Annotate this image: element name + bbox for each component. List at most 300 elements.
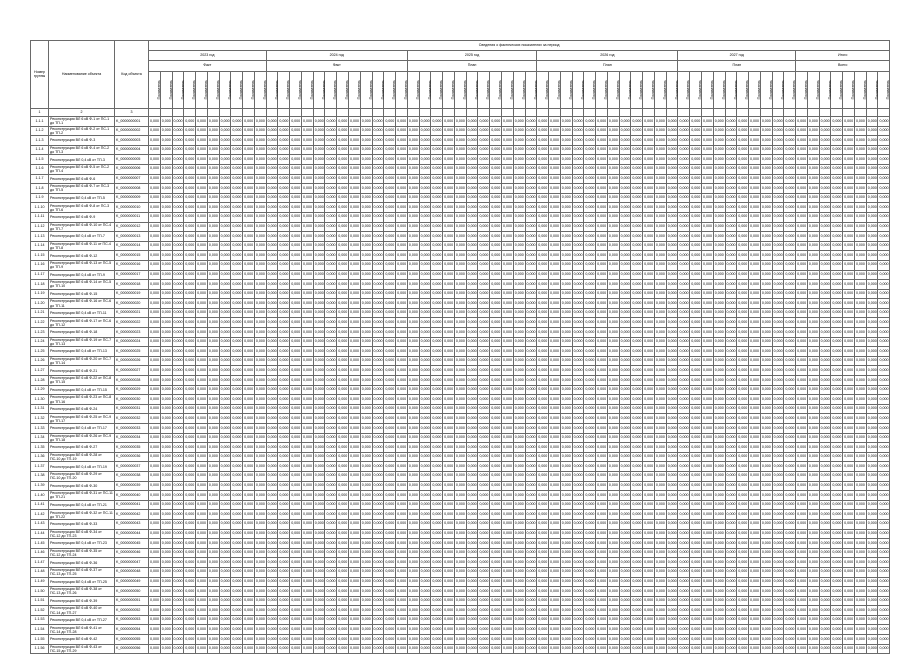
value-cell: 0,000 — [784, 529, 796, 539]
value-cell: 0,000 — [819, 203, 831, 213]
value-cell: 0,000 — [325, 615, 337, 625]
value-cell: 0,000 — [513, 596, 525, 606]
value-cell: 0,000 — [784, 625, 796, 635]
value-cell: 0,000 — [878, 644, 890, 654]
value-cell: 0,000 — [760, 510, 772, 520]
value-cell: 0,000 — [325, 558, 337, 568]
value-cell: 0,000 — [501, 203, 513, 213]
value-cell: 0,000 — [831, 117, 843, 127]
value-cell: 0,000 — [819, 644, 831, 654]
value-cell: 0,000 — [537, 232, 549, 242]
value-cell: 0,000 — [490, 318, 502, 328]
value-cell: 0,000 — [478, 203, 490, 213]
value-cell: 0,000 — [372, 299, 384, 309]
row-number: 1.1.39 — [31, 481, 49, 491]
value-cell: 0,000 — [172, 184, 184, 194]
row-number: 1.1.38 — [31, 471, 49, 481]
value-cell: 0,000 — [878, 337, 890, 347]
value-cell: 0,000 — [172, 548, 184, 558]
value-cell: 0,000 — [219, 491, 231, 501]
value-cell: 0,000 — [243, 539, 255, 549]
value-cell: 0,000 — [678, 356, 690, 366]
value-cell: 0,000 — [725, 529, 737, 539]
value-cell: 0,000 — [501, 539, 513, 549]
value-cell: 0,000 — [666, 433, 678, 443]
value-cell: 0,000 — [537, 356, 549, 366]
value-cell: 0,000 — [631, 155, 643, 165]
value-cell: 0,000 — [231, 174, 243, 184]
value-cell: 0,000 — [396, 481, 408, 491]
value-cell: 0,000 — [643, 356, 655, 366]
value-cell: 0,000 — [819, 500, 831, 510]
value-cell: 0,000 — [266, 606, 278, 616]
value-cell: 0,000 — [219, 404, 231, 414]
value-cell: 0,000 — [337, 433, 349, 443]
value-cell: 0,000 — [854, 519, 866, 529]
value-cell: 0,000 — [337, 126, 349, 136]
value-cell: 0,000 — [607, 164, 619, 174]
value-cell: 0,000 — [713, 385, 725, 395]
value-cell: 0,000 — [560, 481, 572, 491]
value-cell: 0,000 — [760, 260, 772, 270]
value-cell: 0,000 — [207, 462, 219, 472]
value-cell: 0,000 — [878, 347, 890, 357]
value-cell: 0,000 — [372, 529, 384, 539]
value-cell: 0,000 — [219, 567, 231, 577]
column-header-label: Показатель — [239, 80, 244, 100]
value-cell: 0,000 — [525, 615, 537, 625]
value-cell: 0,000 — [219, 299, 231, 309]
value-cell: 0,000 — [254, 126, 266, 136]
value-cell: 0,000 — [596, 548, 608, 558]
value-cell: 0,000 — [713, 117, 725, 127]
value-cell: 0,000 — [196, 644, 208, 654]
value-cell: 0,000 — [560, 424, 572, 434]
value-cell: 0,000 — [490, 136, 502, 146]
value-cell: 0,000 — [749, 424, 761, 434]
value-cell: 0,000 — [749, 318, 761, 328]
value-cell: 0,000 — [431, 260, 443, 270]
column-header — [537, 72, 549, 109]
value-cell: 0,000 — [360, 615, 372, 625]
value-cell: 0,000 — [490, 203, 502, 213]
table-row — [31, 491, 890, 501]
value-cell: 0,000 — [325, 280, 337, 290]
value-cell: 0,000 — [866, 328, 878, 338]
value-cell: 0,000 — [384, 155, 396, 165]
value-cell: 0,000 — [407, 519, 419, 529]
value-cell: 0,000 — [490, 606, 502, 616]
value-cell: 0,000 — [831, 347, 843, 357]
column-number — [690, 109, 702, 117]
value-cell: 0,000 — [419, 174, 431, 184]
value-cell: 0,000 — [231, 625, 243, 635]
value-cell: 0,000 — [760, 337, 772, 347]
value-cell: 0,000 — [196, 299, 208, 309]
value-cell: 0,000 — [337, 241, 349, 251]
value-cell: 0,000 — [219, 136, 231, 146]
column-header — [862, 72, 879, 109]
value-cell: 0,000 — [219, 644, 231, 654]
value-cell: 0,000 — [819, 567, 831, 577]
value-cell: 0,000 — [384, 356, 396, 366]
value-cell: 0,000 — [219, 280, 231, 290]
row-number: 1.1.36 — [31, 452, 49, 462]
object-code: K_0000000005 — [115, 155, 149, 165]
value-cell: 0,000 — [619, 615, 631, 625]
value-cell: 0,000 — [843, 270, 855, 280]
value-cell: 0,000 — [372, 145, 384, 155]
value-cell: 0,000 — [525, 462, 537, 472]
value-cell: 0,000 — [407, 232, 419, 242]
value-cell: 0,000 — [843, 164, 855, 174]
value-cell: 0,000 — [443, 414, 455, 424]
value-cell: 0,000 — [866, 337, 878, 347]
value-cell: 0,000 — [525, 174, 537, 184]
column-number — [254, 109, 266, 117]
value-cell: 0,000 — [843, 289, 855, 299]
value-cell: 0,000 — [231, 280, 243, 290]
value-cell: 0,000 — [654, 510, 666, 520]
value-cell: 0,000 — [372, 587, 384, 597]
value-cell: 0,000 — [478, 308, 490, 318]
value-cell: 0,000 — [631, 424, 643, 434]
value-cell: 0,000 — [713, 376, 725, 386]
value-cell: 0,000 — [796, 606, 808, 616]
value-cell: 0,000 — [149, 212, 161, 222]
value-cell: 0,000 — [349, 366, 361, 376]
value-cell: 0,000 — [537, 337, 549, 347]
value-cell: 0,000 — [372, 347, 384, 357]
value-cell: 0,000 — [690, 481, 702, 491]
value-cell: 0,000 — [372, 395, 384, 405]
column-number — [819, 109, 831, 117]
table-row — [31, 462, 890, 472]
value-cell: 0,000 — [407, 404, 419, 414]
value-cell: 0,000 — [807, 136, 819, 146]
value-cell: 0,000 — [254, 328, 266, 338]
value-cell: 0,000 — [466, 635, 478, 645]
value-cell: 0,000 — [301, 471, 313, 481]
value-cell: 0,000 — [878, 567, 890, 577]
value-cell: 0,000 — [760, 241, 772, 251]
value-cell: 0,000 — [490, 558, 502, 568]
table-row — [31, 644, 890, 654]
value-cell: 0,000 — [501, 347, 513, 357]
column-number — [584, 109, 596, 117]
column-header-label: Показатель — [509, 80, 514, 100]
value-cell: 0,000 — [690, 443, 702, 453]
value-cell: 0,000 — [443, 117, 455, 127]
value-cell: 0,000 — [490, 212, 502, 222]
value-cell: 0,000 — [654, 615, 666, 625]
value-cell: 0,000 — [607, 443, 619, 453]
value-cell: 0,000 — [490, 548, 502, 558]
value-cell: 0,000 — [360, 299, 372, 309]
value-cell: 0,000 — [537, 491, 549, 501]
object-code: K_0000000050 — [115, 587, 149, 597]
value-cell: 0,000 — [596, 635, 608, 645]
value-cell: 0,000 — [796, 356, 808, 366]
value-cell: 0,000 — [254, 529, 266, 539]
value-cell: 0,000 — [431, 596, 443, 606]
value-cell: 0,000 — [749, 596, 761, 606]
value-cell: 0,000 — [419, 385, 431, 395]
value-cell: 0,000 — [172, 510, 184, 520]
value-cell: 0,000 — [313, 260, 325, 270]
object-code: K_0000000013 — [115, 232, 149, 242]
value-cell: 0,000 — [360, 625, 372, 635]
object-name: Реконструкция ВЛ 6 кВ Ф-12 — [49, 251, 115, 261]
value-cell: 0,000 — [396, 145, 408, 155]
value-cell: 0,000 — [172, 539, 184, 549]
value-cell: 0,000 — [196, 318, 208, 328]
value-cell: 0,000 — [572, 500, 584, 510]
value-cell: 0,000 — [396, 529, 408, 539]
value-cell: 0,000 — [443, 232, 455, 242]
value-cell: 0,000 — [254, 596, 266, 606]
row-number: 1.1.10 — [31, 203, 49, 213]
value-cell: 0,000 — [478, 452, 490, 462]
value-cell: 0,000 — [749, 366, 761, 376]
value-cell: 0,000 — [854, 529, 866, 539]
column-number — [337, 109, 349, 117]
value-cell: 0,000 — [231, 606, 243, 616]
value-cell: 0,000 — [466, 155, 478, 165]
value-cell: 0,000 — [290, 308, 302, 318]
object-code: K_0000000046 — [115, 548, 149, 558]
value-cell: 0,000 — [631, 289, 643, 299]
value-cell: 0,000 — [501, 462, 513, 472]
value-cell: 0,000 — [254, 577, 266, 587]
value-cell: 0,000 — [501, 222, 513, 232]
value-cell: 0,000 — [290, 615, 302, 625]
value-cell: 0,000 — [525, 212, 537, 222]
value-cell: 0,000 — [337, 318, 349, 328]
value-cell: 0,000 — [301, 145, 313, 155]
value-cell: 0,000 — [878, 376, 890, 386]
value-cell: 0,000 — [231, 404, 243, 414]
value-cell: 0,000 — [537, 443, 549, 453]
value-cell: 0,000 — [537, 404, 549, 414]
value-cell: 0,000 — [360, 222, 372, 232]
value-cell: 0,000 — [384, 500, 396, 510]
object-name: Реконструкция ВЛ 6 кВ Ф-4 от ПС-2 до ТП-3 — [49, 145, 115, 155]
value-cell: 0,000 — [407, 577, 419, 587]
row-number: 1.1.16 — [31, 260, 49, 270]
value-cell: 0,000 — [560, 587, 572, 597]
value-cell: 0,000 — [184, 193, 196, 203]
value-cell: 0,000 — [831, 510, 843, 520]
value-cell: 0,000 — [572, 280, 584, 290]
value-cell: 0,000 — [807, 347, 819, 357]
value-cell: 0,000 — [525, 232, 537, 242]
value-cell: 0,000 — [278, 625, 290, 635]
value-cell: 0,000 — [419, 193, 431, 203]
value-cell: 0,000 — [854, 548, 866, 558]
column-header-label: Показатель — [545, 80, 550, 100]
value-cell: 0,000 — [537, 347, 549, 357]
value-cell: 0,000 — [278, 376, 290, 386]
value-cell: 0,000 — [149, 385, 161, 395]
object-code: K_0000000030 — [115, 395, 149, 405]
value-cell: 0,000 — [160, 232, 172, 242]
value-cell: 0,000 — [290, 318, 302, 328]
value-cell: 0,000 — [690, 452, 702, 462]
value-cell: 0,000 — [254, 164, 266, 174]
value-cell: 0,000 — [360, 251, 372, 261]
value-cell: 0,000 — [843, 577, 855, 587]
value-cell: 0,000 — [349, 308, 361, 318]
value-cell: 0,000 — [525, 164, 537, 174]
value-cell: 0,000 — [525, 270, 537, 280]
value-cell: 0,000 — [149, 203, 161, 213]
value-cell: 0,000 — [207, 184, 219, 194]
value-cell: 0,000 — [643, 395, 655, 405]
value-cell: 0,000 — [254, 404, 266, 414]
value-cell: 0,000 — [349, 241, 361, 251]
value-cell: 0,000 — [607, 203, 619, 213]
value-cell: 0,000 — [631, 548, 643, 558]
value-cell: 0,000 — [631, 481, 643, 491]
value-cell: 0,000 — [760, 164, 772, 174]
value-cell: 0,000 — [349, 577, 361, 587]
value-cell: 0,000 — [196, 308, 208, 318]
value-cell: 0,000 — [643, 260, 655, 270]
value-cell: 0,000 — [784, 519, 796, 529]
value-cell: 0,000 — [349, 596, 361, 606]
value-cell: 0,000 — [619, 117, 631, 127]
value-cell: 0,000 — [454, 356, 466, 366]
value-cell: 0,000 — [407, 356, 419, 366]
value-cell: 0,000 — [643, 376, 655, 386]
value-cell: 0,000 — [537, 328, 549, 338]
value-cell: 0,000 — [372, 539, 384, 549]
value-cell: 0,000 — [431, 347, 443, 357]
value-cell: 0,000 — [419, 424, 431, 434]
value-cell: 0,000 — [549, 241, 561, 251]
value-cell: 0,000 — [772, 539, 784, 549]
value-cell: 0,000 — [866, 558, 878, 568]
value-cell: 0,000 — [290, 376, 302, 386]
value-cell: 0,000 — [572, 289, 584, 299]
value-cell: 0,000 — [796, 184, 808, 194]
value-cell: 0,000 — [266, 280, 278, 290]
value-cell: 0,000 — [796, 471, 808, 481]
value-cell: 0,000 — [513, 625, 525, 635]
value-cell: 0,000 — [843, 567, 855, 577]
value-cell: 0,000 — [407, 164, 419, 174]
value-cell: 0,000 — [349, 155, 361, 165]
table-row — [31, 510, 890, 520]
value-cell: 0,000 — [525, 606, 537, 616]
value-cell: 0,000 — [231, 596, 243, 606]
value-cell: 0,000 — [266, 145, 278, 155]
value-cell: 0,000 — [419, 232, 431, 242]
value-cell: 0,000 — [196, 376, 208, 386]
value-cell: 0,000 — [243, 644, 255, 654]
column-header-label: Показатель — [486, 80, 491, 100]
value-cell: 0,000 — [831, 212, 843, 222]
value-cell: 0,000 — [301, 164, 313, 174]
value-cell: 0,000 — [678, 260, 690, 270]
value-cell: 0,000 — [772, 625, 784, 635]
value-cell: 0,000 — [266, 462, 278, 472]
value-cell: 0,000 — [725, 558, 737, 568]
value-cell: 0,000 — [466, 443, 478, 453]
object-code: K_0000000028 — [115, 376, 149, 386]
value-cell: 0,000 — [831, 280, 843, 290]
value-cell: 0,000 — [301, 260, 313, 270]
value-cell: 0,000 — [466, 260, 478, 270]
value-cell: 0,000 — [278, 471, 290, 481]
value-cell: 0,000 — [149, 251, 161, 261]
value-cell: 0,000 — [219, 164, 231, 174]
value-cell: 0,000 — [631, 145, 643, 155]
value-cell: 0,000 — [301, 548, 313, 558]
value-cell: 0,000 — [360, 347, 372, 357]
value-cell: 0,000 — [701, 356, 713, 366]
value-cell: 0,000 — [737, 567, 749, 577]
value-cell: 0,000 — [854, 222, 866, 232]
value-cell: 0,000 — [196, 126, 208, 136]
value-cell: 0,000 — [349, 606, 361, 616]
value-cell: 0,000 — [549, 491, 561, 501]
value-cell: 0,000 — [796, 567, 808, 577]
value-cell: 0,000 — [501, 414, 513, 424]
value-cell: 0,000 — [431, 376, 443, 386]
value-cell: 0,000 — [666, 385, 678, 395]
value-cell: 0,000 — [701, 577, 713, 587]
value-cell: 0,000 — [784, 366, 796, 376]
value-cell: 0,000 — [572, 443, 584, 453]
value-cell: 0,000 — [478, 471, 490, 481]
value-cell: 0,000 — [254, 424, 266, 434]
value-cell: 0,000 — [184, 337, 196, 347]
value-cell: 0,000 — [549, 126, 561, 136]
value-cell: 0,000 — [560, 126, 572, 136]
value-cell: 0,000 — [772, 615, 784, 625]
value-cell: 0,000 — [596, 385, 608, 395]
object-name: Реконструкция ВЛ 0,4 кВ от ТП-13 — [49, 347, 115, 357]
value-cell: 0,000 — [149, 539, 161, 549]
value-cell: 0,000 — [619, 462, 631, 472]
value-cell: 0,000 — [325, 452, 337, 462]
value-cell: 0,000 — [701, 404, 713, 414]
value-cell: 0,000 — [196, 567, 208, 577]
value-cell: 0,000 — [431, 184, 443, 194]
value-cell: 0,000 — [360, 356, 372, 366]
value-cell: 0,000 — [572, 491, 584, 501]
value-cell: 0,000 — [572, 548, 584, 558]
value-cell: 0,000 — [725, 443, 737, 453]
value-cell: 0,000 — [466, 491, 478, 501]
column-header — [243, 72, 255, 109]
value-cell: 0,000 — [219, 529, 231, 539]
value-cell: 0,000 — [196, 174, 208, 184]
value-cell: 0,000 — [325, 548, 337, 558]
object-code: K_0000000015 — [115, 251, 149, 261]
value-cell: 0,000 — [501, 193, 513, 203]
value-cell: 0,000 — [325, 404, 337, 414]
value-cell: 0,000 — [772, 414, 784, 424]
value-cell: 0,000 — [749, 376, 761, 386]
column-number — [407, 109, 419, 117]
value-cell: 0,000 — [701, 462, 713, 472]
value-cell: 0,000 — [290, 117, 302, 127]
value-cell: 0,000 — [690, 385, 702, 395]
value-cell: 0,000 — [325, 203, 337, 213]
